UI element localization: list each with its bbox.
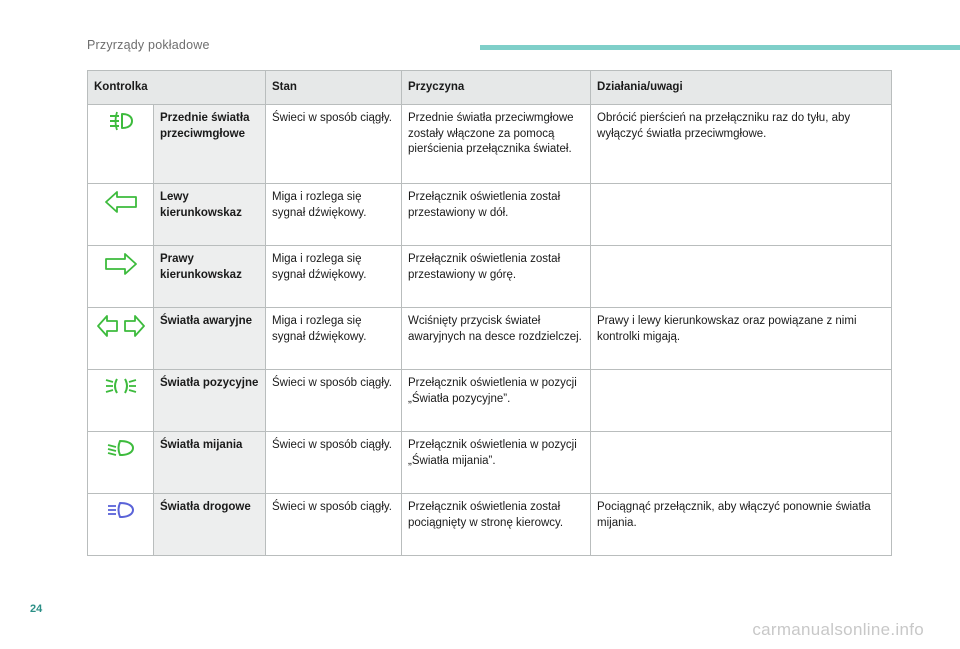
row-name: Światła drogowe (154, 494, 266, 556)
row-name: Światła awaryjne (154, 308, 266, 370)
column-header-dzialania: Działania/uwagi (591, 71, 892, 105)
page-number: 24 (30, 603, 43, 615)
row-cause: Przednie światła przeciwmgłowe zostały włączone za pomocą pierścienia przełącznika świateł. (402, 105, 591, 184)
row-cause: Przełącznik oświetlenia w pozycji „Światła mijania”. (402, 432, 591, 494)
hazard-lights-icon (96, 314, 146, 338)
left-turn-signal-icon (104, 190, 138, 214)
row-cause: Przełącznik oświetlenia w pozycji „Światła pozycyjne”. (402, 370, 591, 432)
table-row (88, 184, 892, 246)
row-name: Światła pozycyjne (154, 370, 266, 432)
row-state: Miga i rozlega się sygnał dźwiękowy. (266, 246, 402, 308)
low-beam-icon (106, 438, 136, 458)
table-row (88, 432, 892, 494)
row-action: Prawy i lewy kierunkowskaz oraz powiązane z nimi kontrolki migają. (591, 308, 892, 370)
row-cause: Przełącznik oświetlenia został przestawiony w górę. (402, 246, 591, 308)
table-row (88, 370, 892, 432)
row-name: Prawy kierunkowskaz (154, 246, 266, 308)
row-state: Świeci w sposób ciągły. (266, 494, 402, 556)
row-state: Świeci w sposób ciągły. (266, 370, 402, 432)
row-action (591, 370, 892, 432)
row-cause: Wciśnięty przycisk świateł awaryjnych na desce rozdzielczej. (402, 308, 591, 370)
header-accent-bar (480, 45, 960, 50)
column-header-kontrolka: Kontrolka (88, 71, 266, 105)
table-row (88, 105, 892, 184)
row-action: Obrócić pierścień na przełączniku raz do tyłu, aby wyłączyć światła przeciwmgłowe. (591, 105, 892, 184)
row-name: Przednie światła przeciwmgłowe (154, 105, 266, 184)
right-turn-signal-icon (104, 252, 138, 276)
row-name: Światła mijania (154, 432, 266, 494)
front-fog-light-icon (108, 111, 134, 131)
row-action (591, 246, 892, 308)
table-row (88, 246, 892, 308)
row-state: Świeci w sposób ciągły. (266, 105, 402, 184)
row-state: Miga i rozlega się sygnał dźwiękowy. (266, 308, 402, 370)
column-header-przyczyna: Przyczyna (402, 71, 591, 105)
row-state: Miga i rozlega się sygnał dźwiękowy. (266, 184, 402, 246)
warning-lights-table (87, 70, 892, 556)
row-state: Świeci w sposób ciągły. (266, 432, 402, 494)
row-cause: Przełącznik oświetlenia został przestawiony w dół. (402, 184, 591, 246)
section-title: Przyrządy pokładowe (87, 38, 210, 52)
row-cause: Przełącznik oświetlenia został pociągnięty w stronę kierowcy. (402, 494, 591, 556)
row-action (591, 184, 892, 246)
column-header-stan: Stan (266, 71, 402, 105)
table-row (88, 308, 892, 370)
table-header-row (88, 71, 892, 105)
row-name: Lewy kierunkowskaz (154, 184, 266, 246)
table-row (88, 494, 892, 556)
row-action: Pociągnąć przełącznik, aby włączyć ponownie światła mijania. (591, 494, 892, 556)
watermark: carmanualsonline.info (752, 620, 924, 639)
position-lights-icon (104, 376, 138, 396)
high-beam-icon (106, 500, 136, 520)
row-action (591, 432, 892, 494)
